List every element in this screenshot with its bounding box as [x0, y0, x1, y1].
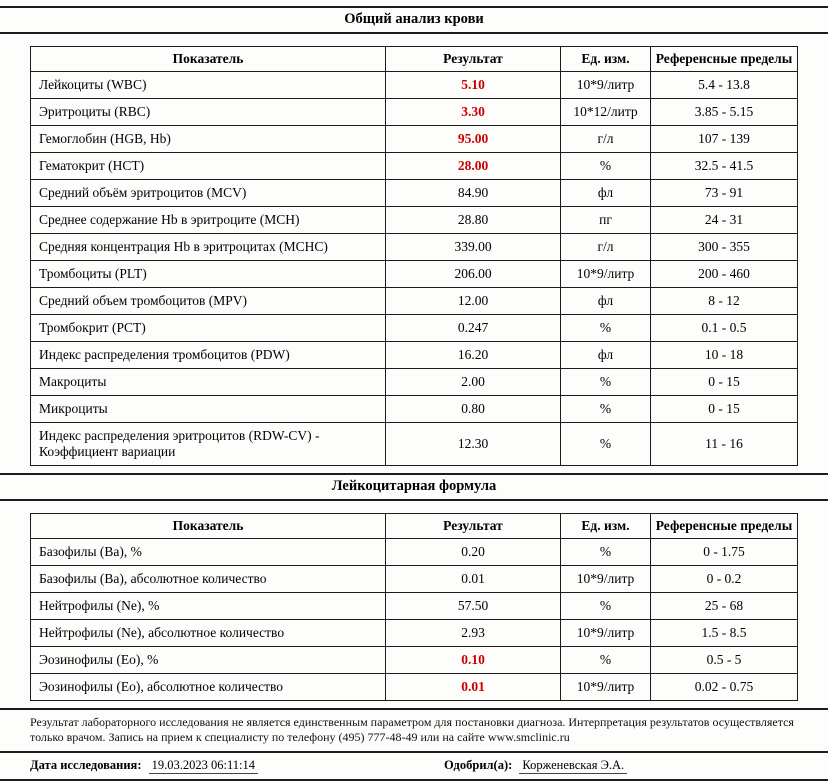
leukocyte-formula-table — [30, 513, 798, 701]
unit-value: г/л — [561, 126, 651, 153]
section2-title: Лейкоцитарная формула — [331, 478, 497, 494]
unit-value: 10*12/литр — [561, 99, 651, 126]
result-value: 0.01 — [386, 566, 561, 593]
result-value: 2.93 — [386, 620, 561, 647]
column-header-parameter: Показатель — [31, 514, 386, 539]
study-date — [0, 758, 414, 773]
table-row — [31, 315, 798, 342]
table-header-row — [31, 47, 798, 72]
reference-range: 8 - 12 — [651, 288, 798, 315]
reference-range: 200 - 460 — [651, 261, 798, 288]
table-row — [31, 99, 798, 126]
result-value: 206.00 — [386, 261, 561, 288]
result-value: 16.20 — [386, 342, 561, 369]
unit-value: % — [561, 539, 651, 566]
table-row — [31, 180, 798, 207]
column-header-result: Результат — [386, 514, 561, 539]
column-header-result: Результат — [386, 47, 561, 72]
study-date-value: 19.03.2023 06:11:14 — [149, 758, 258, 774]
section-title-band-leukocyte — [0, 473, 828, 501]
result-value: 95.00 — [386, 126, 561, 153]
parameter-name: Средний объем тромбоцитов (MPV) — [31, 288, 386, 315]
table-row — [31, 423, 798, 466]
parameter-name: Гематокрит (HCT) — [31, 153, 386, 180]
result-value: 3.30 — [386, 99, 561, 126]
parameter-name: Нейтрофилы (Ne), % — [31, 593, 386, 620]
unit-value: % — [561, 593, 651, 620]
unit-value: фл — [561, 180, 651, 207]
parameter-name: Среднее содержание Hb в эритроците (MCH) — [31, 207, 386, 234]
reference-range: 73 - 91 — [651, 180, 798, 207]
report-footer — [0, 708, 828, 781]
unit-value: 10*9/литр — [561, 620, 651, 647]
parameter-name: Эритроциты (RBC) — [31, 99, 386, 126]
unit-value: 10*9/литр — [561, 674, 651, 701]
column-header-unit: Ед. изм. — [561, 47, 651, 72]
section1-title: Общий анализ крови — [344, 11, 484, 27]
reference-range: 1.5 - 8.5 — [651, 620, 798, 647]
reference-range: 0 - 0.2 — [651, 566, 798, 593]
reference-range: 0.5 - 5 — [651, 647, 798, 674]
result-value: 2.00 — [386, 369, 561, 396]
table-row — [31, 539, 798, 566]
unit-value: % — [561, 396, 651, 423]
result-value: 0.80 — [386, 396, 561, 423]
table-row — [31, 674, 798, 701]
parameter-name: Макроциты — [31, 369, 386, 396]
disclaimer-text: Результат лабораторного исследования не является единственным параметром для постановки диагноза. Интерпретация результатов осуществляется только врачом. Запись на прием к специалисту по телефону (495) 777-48-49 или на сайте www.smclinic.ru — [0, 708, 828, 751]
result-value: 0.10 — [386, 647, 561, 674]
parameter-name: Эозинофилы (Eo), % — [31, 647, 386, 674]
parameter-name: Тромбоциты (PLT) — [31, 261, 386, 288]
result-value: 28.80 — [386, 207, 561, 234]
reference-range: 5.4 - 13.8 — [651, 72, 798, 99]
unit-value: % — [561, 153, 651, 180]
table-row — [31, 234, 798, 261]
table-row — [31, 153, 798, 180]
reference-range: 107 - 139 — [651, 126, 798, 153]
study-date-label: Дата исследования: — [30, 758, 142, 772]
result-value: 0.01 — [386, 674, 561, 701]
table-row — [31, 72, 798, 99]
column-header-range: Референсные пределы — [651, 514, 798, 539]
parameter-name: Индекс распределения эритроцитов (RDW-CV) - Коэффициент вариации — [31, 423, 386, 466]
unit-value: % — [561, 315, 651, 342]
unit-value: 10*9/литр — [561, 72, 651, 99]
unit-value: пг — [561, 207, 651, 234]
parameter-name: Тромбокрит (PCT) — [31, 315, 386, 342]
reference-range: 0 - 15 — [651, 396, 798, 423]
unit-value: % — [561, 369, 651, 396]
column-header-parameter: Показатель — [31, 47, 386, 72]
result-value: 57.50 — [386, 593, 561, 620]
reference-range: 300 - 355 — [651, 234, 798, 261]
table-row — [31, 126, 798, 153]
parameter-name: Средний объём эритроцитов (MCV) — [31, 180, 386, 207]
reference-range: 10 - 18 — [651, 342, 798, 369]
reference-range: 32.5 - 41.5 — [651, 153, 798, 180]
table-row — [31, 647, 798, 674]
unit-value: фл — [561, 288, 651, 315]
result-value: 0.20 — [386, 539, 561, 566]
reference-range: 11 - 16 — [651, 423, 798, 466]
table-row — [31, 566, 798, 593]
result-value: 0.247 — [386, 315, 561, 342]
table-row — [31, 396, 798, 423]
column-header-range: Референсные пределы — [651, 47, 798, 72]
reference-range: 24 - 31 — [651, 207, 798, 234]
unit-value: 10*9/литр — [561, 261, 651, 288]
approved-by — [414, 758, 828, 773]
approved-value: Корженевская Э.А. — [519, 758, 627, 774]
parameter-name: Базофилы (Ba), % — [31, 539, 386, 566]
unit-value: 10*9/литр — [561, 566, 651, 593]
table-row — [31, 593, 798, 620]
column-header-unit: Ед. изм. — [561, 514, 651, 539]
reference-range: 0 - 1.75 — [651, 539, 798, 566]
approved-label: Одобрил(а): — [444, 758, 513, 772]
parameter-name: Микроциты — [31, 396, 386, 423]
table-row — [31, 207, 798, 234]
parameter-name: Эозинофилы (Eo), абсолютное количество — [31, 674, 386, 701]
reference-range: 0.1 - 0.5 — [651, 315, 798, 342]
parameter-name: Индекс распределения тромбоцитов (PDW) — [31, 342, 386, 369]
parameter-name: Средняя концентрация Hb в эритроцитах (MCHC) — [31, 234, 386, 261]
table-row — [31, 261, 798, 288]
table-header-row — [31, 514, 798, 539]
parameter-name: Гемоглобин (HGB, Hb) — [31, 126, 386, 153]
lab-report-page — [0, 6, 828, 781]
reference-range: 3.85 - 5.15 — [651, 99, 798, 126]
unit-value: % — [561, 647, 651, 674]
result-value: 28.00 — [386, 153, 561, 180]
result-value: 339.00 — [386, 234, 561, 261]
reference-range: 25 - 68 — [651, 593, 798, 620]
parameter-name: Лейкоциты (WBC) — [31, 72, 386, 99]
table-row — [31, 620, 798, 647]
unit-value: % — [561, 423, 651, 466]
signoff-row — [0, 751, 828, 781]
table-row — [31, 342, 798, 369]
reference-range: 0 - 15 — [651, 369, 798, 396]
parameter-name: Нейтрофилы (Ne), абсолютное количество — [31, 620, 386, 647]
unit-value: фл — [561, 342, 651, 369]
table-row — [31, 369, 798, 396]
result-value: 12.00 — [386, 288, 561, 315]
unit-value: г/л — [561, 234, 651, 261]
table-row — [31, 288, 798, 315]
section-title-band-cbc — [0, 6, 828, 34]
result-value: 84.90 — [386, 180, 561, 207]
reference-range: 0.02 - 0.75 — [651, 674, 798, 701]
result-value: 12.30 — [386, 423, 561, 466]
cbc-results-table — [30, 46, 798, 466]
parameter-name: Базофилы (Ba), абсолютное количество — [31, 566, 386, 593]
result-value: 5.10 — [386, 72, 561, 99]
